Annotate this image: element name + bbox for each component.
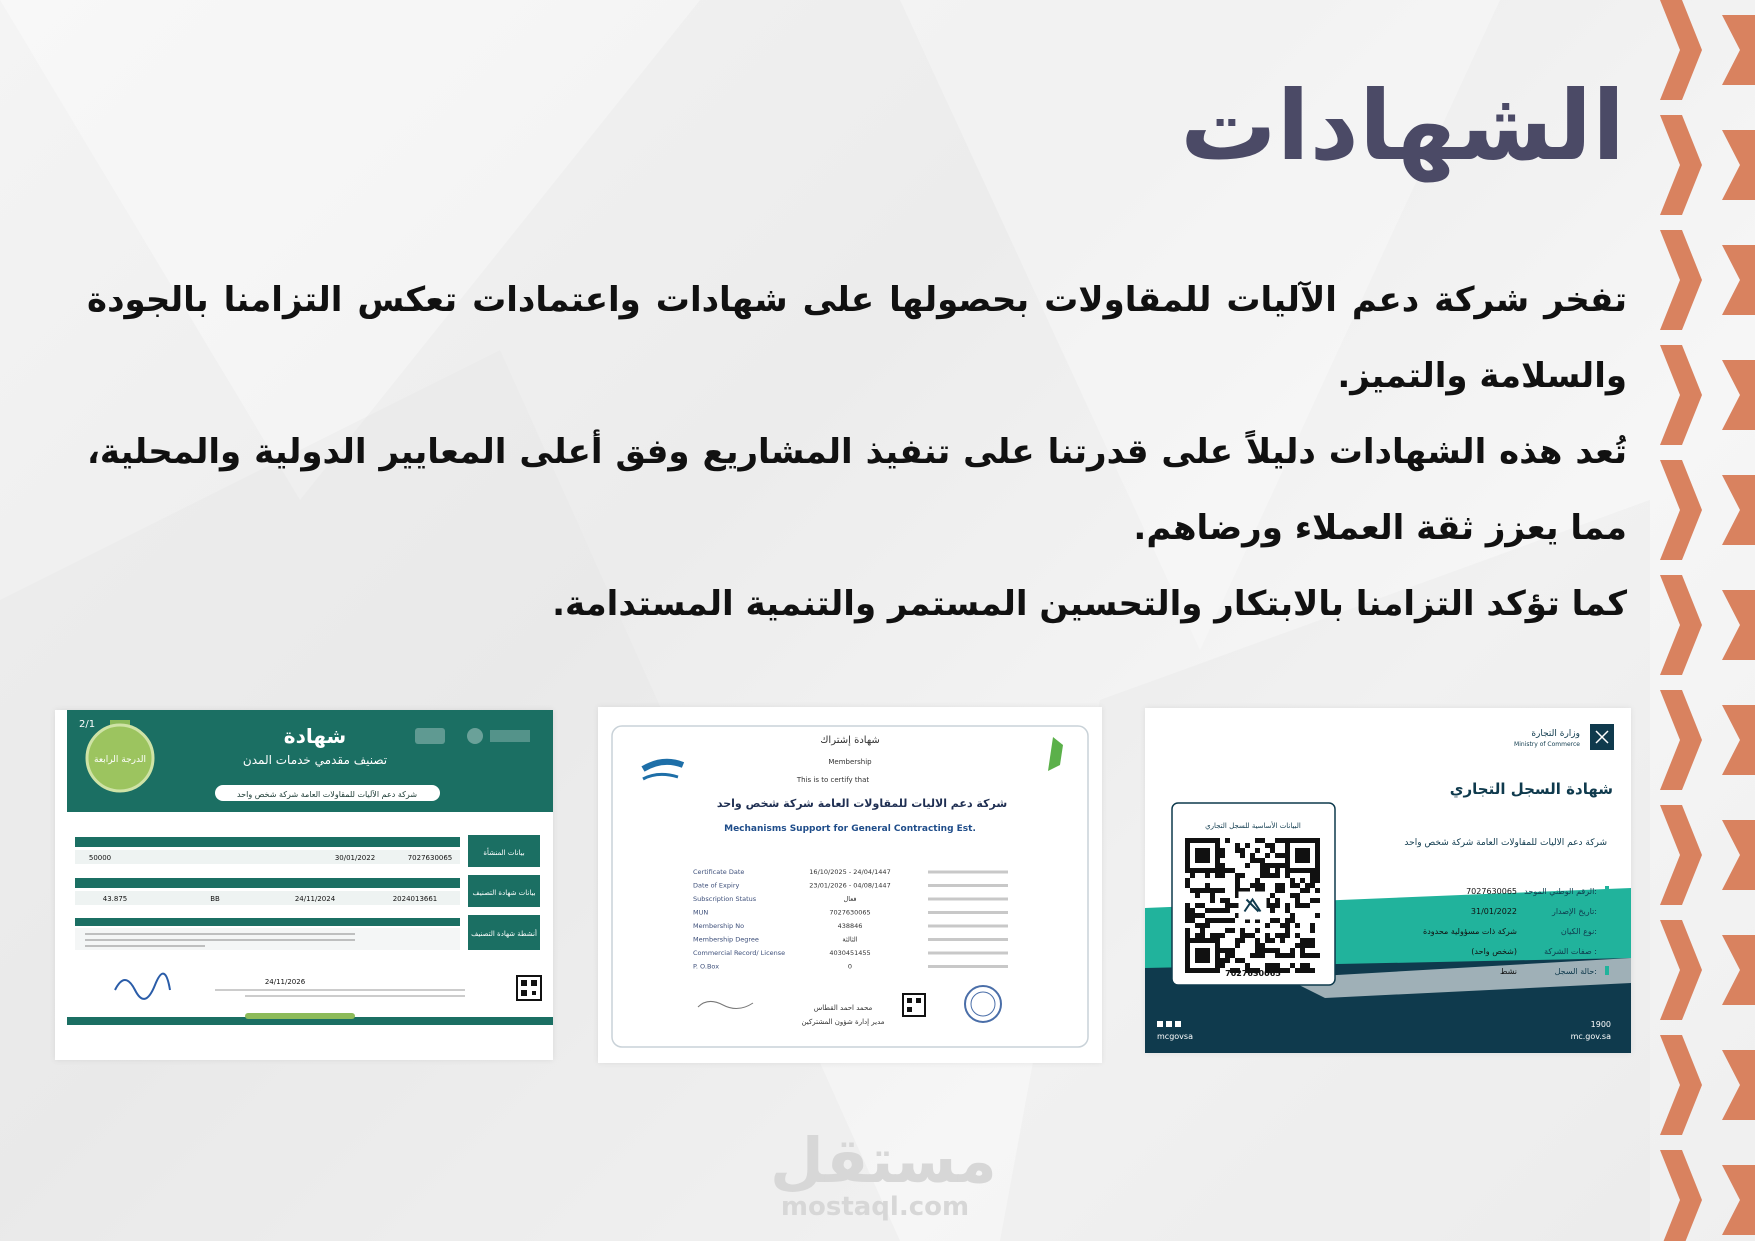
website: mc.gov.sa — [1570, 1032, 1611, 1041]
cert-grade: BB — [210, 895, 220, 903]
cert-date: 24/11/2024 — [294, 895, 336, 903]
certificate-commercial-register — [1145, 708, 1631, 1053]
company-name: شركة دعم الآليات للمقاولات العامة شركة شخص واحد — [236, 790, 418, 799]
decorative-chevron-strip — [1660, 0, 1755, 1241]
row2-label: بيانات شهادة التصنيف — [472, 889, 536, 897]
field-value: 31/01/2022 — [1470, 907, 1517, 916]
phone-number: 1900 — [1590, 1020, 1611, 1029]
field-label: تاريخ الإصدار: — [1551, 907, 1597, 916]
detail-label: MUN — [693, 908, 709, 917]
ministry-name-en: Ministry of Commerce — [1514, 741, 1580, 748]
grade-badge: الدرجة الرابعة — [94, 755, 146, 765]
detail-value: 438846 — [837, 922, 863, 930]
balady-logo-icon — [415, 728, 530, 744]
social-handle: mcgovsa — [1157, 1032, 1193, 1041]
detail-label: Certificate Date — [693, 868, 745, 876]
field-label: الرقم الوطني الموحد: — [1524, 887, 1597, 896]
cert-title: شهادة — [283, 724, 347, 748]
cert-title: شهادة السجل التجاري — [1449, 780, 1613, 798]
qr-code-icon — [903, 994, 925, 1016]
paragraph-2: تُعد هذه الشهادات دليلاً على قدرتنا على تنفيذ المشاريع وفق أعلى المعايير الدولية والمحلية، مما يعزز ثقة العملاء ورضاهم. — [87, 432, 1627, 548]
company-name-en: Mechanisms Support for General Contracting Est. — [724, 824, 976, 834]
unified-number: 7027630065 — [407, 854, 453, 862]
stamp-icon — [965, 986, 1001, 1022]
cert-number: 2024013661 — [392, 895, 438, 903]
row3-label: أنشطة شهادة التصنيف — [471, 930, 537, 938]
signature-name: محمد احمد القطاس — [813, 1004, 873, 1012]
row1-label: بيانات المنشأة — [483, 849, 525, 857]
paragraph-1: تفخر شركة دعم الآليات للمقاولات بحصولها على شهادات واعتمادات تعكس التزامنا بالجودة والسلامة والتميز. — [87, 280, 1627, 396]
ministry-emblem-icon — [1590, 724, 1614, 750]
page-title: الشهادات — [1180, 70, 1625, 182]
field-label: حالة السجل: — [1554, 967, 1597, 976]
intro-text — [87, 262, 1627, 642]
detail-label: Membership No — [693, 922, 745, 930]
expiry-date: 24/11/2026 — [264, 978, 306, 986]
detail-label: Subscription Status — [693, 895, 757, 903]
detail-value: الثالثة — [842, 935, 858, 944]
field-value: 7027630065 — [1466, 887, 1517, 896]
chamber-logo-icon — [643, 762, 683, 779]
cert-score: 43.875 — [102, 895, 128, 903]
membership-label: Membership — [828, 758, 872, 766]
page-number: 2/1 — [79, 719, 96, 730]
mostaql-watermark — [770, 1124, 997, 1222]
certificate-chamber — [598, 707, 1102, 1063]
capital: 50000 — [88, 854, 112, 862]
field-value: (شخص واحد) — [1471, 947, 1517, 956]
cert-title: شهادة إشتراك — [820, 735, 880, 746]
membership-details — [693, 868, 1008, 971]
detail-value: 7027630065 — [829, 908, 871, 917]
watermark-en: mostaql.com — [780, 1192, 970, 1222]
signature-icon — [115, 974, 170, 999]
issue-date: 30/01/2022 — [334, 854, 376, 862]
detail-label: P. O.Box — [693, 962, 720, 971]
field-label: نوع الكيان: — [1560, 927, 1597, 936]
detail-value: 0 — [847, 962, 853, 971]
field-value: نشط — [1500, 967, 1517, 976]
company-name-ar: شركة دعم الاليات للمقاولات العامة شركة شخص واحد — [716, 797, 1008, 810]
qr-number: 7027630065 — [1225, 969, 1281, 978]
field-label: صفات الشركة : — [1544, 947, 1597, 956]
detail-value: فعال — [843, 895, 857, 903]
certificate-balady — [55, 710, 553, 1060]
detail-value: 4030451455 — [829, 949, 871, 957]
company-name: شركة دعم الاليات للمقاولات العامة شركة شخص واحد — [1404, 838, 1607, 848]
detail-value: 23/01/2026 - 04/08/1447 — [809, 881, 891, 890]
cert-subtitle: تصنيف مقدمي خدمات المدن — [242, 753, 388, 767]
field-value: شركة ذات مسؤولية محدودة — [1423, 927, 1517, 936]
signature-icon — [698, 1001, 753, 1008]
qr-caption: البيانات الأساسية للسجل التجاري — [1205, 822, 1301, 830]
paragraph-3: كما تؤكد التزامنا بالابتكار والتحسين المستمر والتنمية المستدامة. — [552, 584, 1627, 624]
ministry-name: وزارة التجارة — [1531, 729, 1580, 739]
detail-label: Membership Degree — [693, 935, 759, 944]
detail-label: Date of Expiry — [693, 881, 740, 890]
unified-portal-logo-icon — [974, 737, 1063, 771]
certify-label: This is to certify that — [796, 776, 870, 784]
watermark-ar: مستقل — [770, 1124, 997, 1197]
signature-role: مدير إدارة شؤون المشتركين — [801, 1018, 885, 1026]
social-icons — [1157, 1021, 1181, 1027]
qr-code-icon — [517, 976, 541, 1000]
detail-value: 16/10/2025 - 24/04/1447 — [809, 868, 891, 876]
detail-label: Commercial Record/ License — [693, 949, 786, 957]
